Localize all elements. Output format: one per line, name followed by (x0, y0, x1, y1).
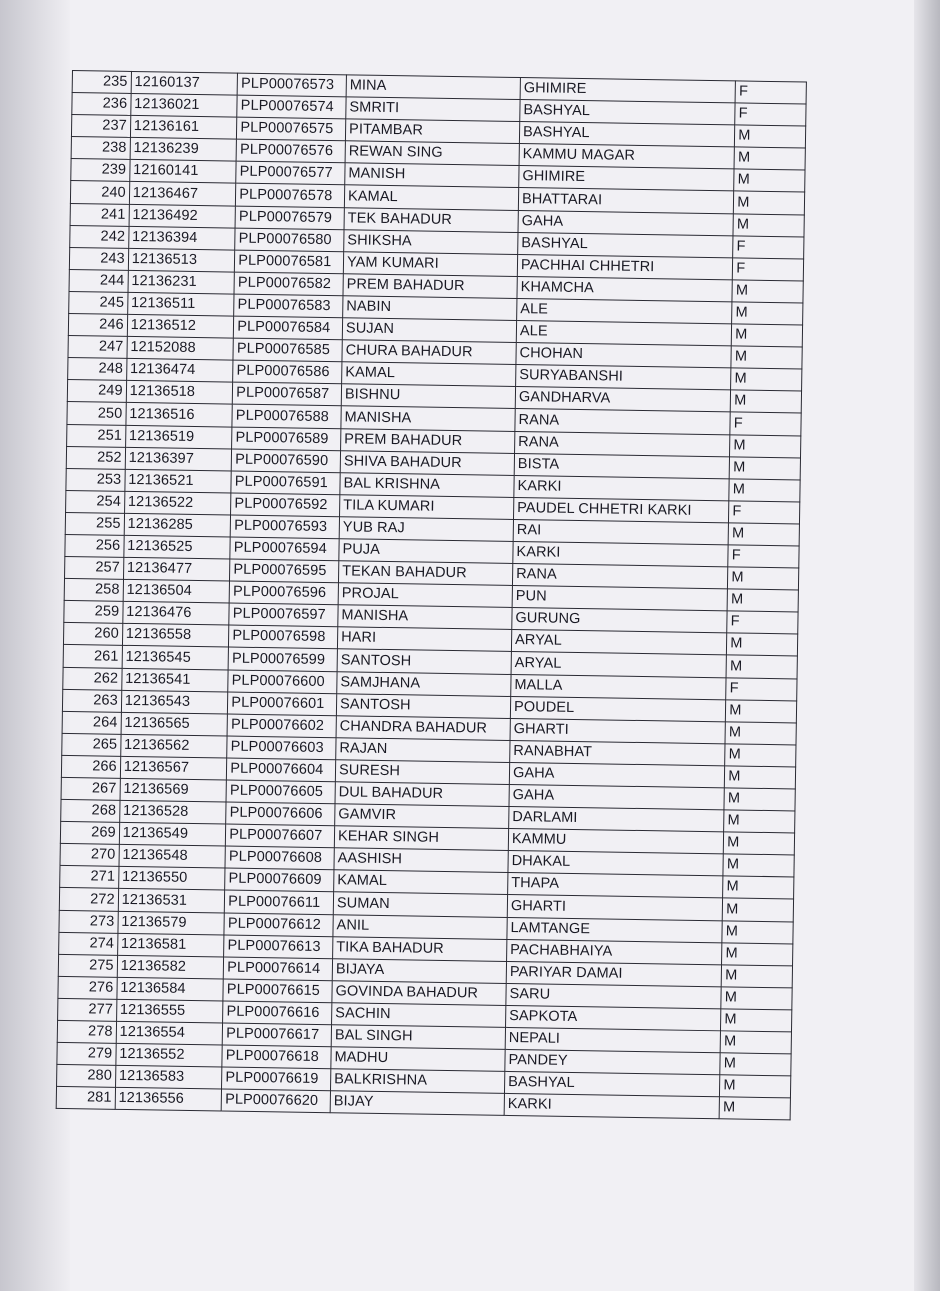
registration-number-cell: 12136555 (116, 999, 223, 1023)
last-name-cell: PACHHAI CHHETRI (517, 254, 733, 279)
serial-number-cell: 269 (60, 822, 119, 845)
serial-number-cell: 236 (72, 93, 131, 116)
first-name-cell: BIJAYA (332, 958, 506, 983)
serial-number-cell: 280 (57, 1065, 116, 1088)
serial-number-cell: 244 (69, 269, 128, 292)
serial-number-cell: 240 (70, 181, 129, 204)
gender-cell: F (726, 677, 797, 700)
first-name-cell: BIJAY (330, 1091, 504, 1116)
last-name-cell: MALLA (511, 674, 727, 699)
code-cell: PLP00076598 (229, 625, 338, 649)
registration-number-cell: 12136518 (126, 381, 233, 405)
serial-number-cell: 268 (61, 800, 120, 823)
registration-number-cell: 12136554 (116, 1021, 223, 1045)
gender-cell: M (725, 766, 796, 789)
code-cell: PLP00076578 (236, 184, 345, 208)
registration-number-cell: 12136492 (129, 204, 236, 228)
gender-cell: M (732, 280, 803, 303)
first-name-cell: SMRITI (346, 97, 520, 122)
registration-number-cell: 12136581 (117, 933, 224, 957)
first-name-cell: AASHISH (334, 848, 508, 873)
gender-cell: M (721, 965, 792, 988)
gender-cell: M (719, 1097, 790, 1120)
registration-number-cell: 12136161 (130, 116, 237, 140)
code-cell: PLP00076612 (224, 913, 333, 937)
serial-number-cell: 266 (61, 755, 120, 778)
registration-number-cell: 12136521 (125, 469, 232, 493)
code-cell: PLP00076594 (230, 537, 339, 561)
code-cell: PLP00076601 (228, 692, 337, 716)
serial-number-cell: 278 (57, 1020, 116, 1043)
registration-number-cell: 12136552 (116, 1043, 223, 1067)
serial-number-cell: 243 (69, 247, 128, 270)
last-name-cell: BASHYAL (519, 122, 735, 147)
gender-cell: M (727, 589, 798, 612)
first-name-cell: KAMAL (334, 870, 508, 895)
first-name-cell: MANISHA (338, 605, 512, 630)
gender-cell: M (724, 788, 795, 811)
code-cell: PLP00076617 (222, 1023, 331, 1047)
last-name-cell: RAI (513, 519, 729, 544)
last-name-cell: PUN (512, 586, 728, 611)
first-name-cell: GAMVIR (335, 804, 509, 829)
serial-number-cell: 245 (69, 291, 128, 314)
gender-cell: F (727, 611, 798, 634)
gender-cell: M (721, 987, 792, 1010)
code-cell: PLP00076592 (231, 493, 340, 517)
last-name-cell: BASHYAL (504, 1072, 720, 1097)
gender-cell: M (722, 942, 793, 965)
table-body (56, 71, 806, 1121)
registration-number-cell: 12136512 (127, 314, 234, 338)
serial-number-cell: 250 (67, 402, 126, 425)
serial-number-cell: 253 (66, 468, 125, 491)
last-name-cell: KHAMCHA (517, 276, 733, 301)
document-sheet (72, 70, 807, 1116)
serial-number-cell: 255 (65, 512, 124, 535)
registration-number-cell: 12136021 (131, 94, 238, 118)
last-name-cell: GHIMIRE (519, 166, 735, 191)
first-name-cell: MANISH (345, 163, 519, 188)
first-name-cell: SURESH (335, 760, 509, 785)
first-name-cell: SAMJHANA (337, 671, 511, 696)
gender-cell: F (728, 545, 799, 568)
first-name-cell: SACHIN (332, 1003, 506, 1028)
registration-number-cell: 12160137 (131, 71, 238, 95)
first-name-cell: CHANDRA BAHADUR (336, 715, 510, 740)
first-name-cell: HARI (337, 627, 511, 652)
registration-number-cell: 12152088 (127, 337, 234, 361)
first-name-cell: RAJAN (336, 738, 510, 763)
gender-cell: M (720, 1031, 791, 1054)
last-name-cell: PARIYAR DAMAI (506, 961, 722, 986)
registration-number-cell: 12136556 (115, 1088, 222, 1112)
registration-number-cell: 12136579 (118, 911, 225, 935)
last-name-cell: GURUNG (512, 608, 728, 633)
last-name-cell: SARU (506, 983, 722, 1008)
last-name-cell: PACHABHAIYA (507, 939, 723, 964)
code-cell: PLP00076609 (225, 868, 334, 892)
first-name-cell: TILA KUMARI (340, 495, 514, 520)
code-cell: PLP00076597 (229, 603, 338, 627)
registration-number-cell: 12160141 (129, 160, 236, 184)
last-name-cell: ARYAL (511, 630, 727, 655)
code-cell: PLP00076580 (235, 228, 344, 252)
registration-number-cell: 12136565 (121, 712, 228, 736)
first-name-cell: YUB RAJ (339, 517, 513, 542)
code-cell: PLP00076575 (237, 117, 346, 141)
registration-number-cell: 12136548 (119, 845, 226, 869)
gender-cell: M (734, 191, 805, 214)
code-cell: PLP00076614 (224, 957, 333, 981)
first-name-cell: TIKA BAHADUR (333, 936, 507, 961)
first-name-cell: SUMAN (333, 892, 507, 917)
first-name-cell: BAL KRISHNA (340, 472, 514, 497)
code-cell: PLP00076595 (230, 559, 339, 583)
gender-cell: M (724, 810, 795, 833)
gender-cell: M (726, 655, 797, 678)
gender-cell: M (720, 1075, 791, 1098)
first-name-cell: DUL BAHADUR (335, 782, 509, 807)
last-name-cell: THAPA (508, 873, 724, 898)
serial-number-cell: 252 (66, 446, 125, 469)
first-name-cell: BALKRISHNA (331, 1069, 505, 1094)
registration-number-cell: 12136474 (126, 359, 233, 383)
serial-number-cell: 267 (61, 777, 120, 800)
serial-number-cell: 238 (71, 137, 130, 160)
last-name-cell: PAUDEL CHHETRI KARKI (513, 497, 729, 522)
gender-cell: F (735, 81, 806, 104)
code-cell: PLP00076593 (230, 515, 339, 539)
gender-cell: M (734, 169, 805, 192)
serial-number-cell: 248 (68, 358, 127, 381)
last-name-cell: GAHA (509, 784, 725, 809)
gender-cell: M (733, 213, 804, 236)
registration-number-cell: 12136584 (117, 977, 224, 1001)
serial-number-cell: 270 (60, 844, 119, 867)
code-cell: PLP00076603 (227, 736, 336, 760)
serial-number-cell: 265 (62, 733, 121, 756)
gender-cell: F (733, 258, 804, 281)
first-name-cell: SUJAN (342, 318, 516, 343)
serial-number-cell: 259 (64, 601, 123, 624)
code-cell: PLP00076604 (227, 758, 336, 782)
code-cell: PLP00076591 (231, 471, 340, 495)
registration-number-cell: 12136394 (128, 226, 235, 250)
code-cell: PLP00076605 (226, 780, 335, 804)
gender-cell: M (730, 434, 801, 457)
registration-number-cell: 12136569 (120, 778, 227, 802)
code-cell: PLP00076613 (224, 935, 333, 959)
first-name-cell: MINA (346, 75, 520, 100)
last-name-cell: RANABHAT (510, 740, 726, 765)
last-name-cell: ALE (516, 321, 732, 346)
last-name-cell: BASHYAL (520, 100, 736, 125)
first-name-cell: PROJAL (338, 583, 512, 608)
first-name-cell: MADHU (331, 1047, 505, 1072)
gender-cell: M (721, 1009, 792, 1032)
code-cell: PLP00076581 (235, 250, 344, 274)
code-cell: PLP00076583 (234, 294, 343, 318)
serial-number-cell: 281 (56, 1087, 115, 1110)
serial-number-cell: 262 (63, 667, 122, 690)
first-name-cell: TEK BAHADUR (344, 207, 518, 232)
last-name-cell: SAPKOTA (506, 1005, 722, 1030)
last-name-cell: SURYABANSHI (516, 365, 732, 390)
code-cell: PLP00076618 (222, 1045, 331, 1069)
registration-number-cell: 12136567 (120, 756, 227, 780)
last-name-cell: PANDEY (505, 1050, 721, 1075)
gender-cell: M (725, 744, 796, 767)
first-name-cell: REWAN SING (345, 141, 519, 166)
last-name-cell: DHAKAL (508, 851, 724, 876)
registration-number-cell: 12136583 (115, 1066, 222, 1090)
first-name-cell: KEHAR SINGH (334, 826, 508, 851)
registration-number-cell: 12136562 (120, 734, 227, 758)
first-name-cell: SHIKSHA (344, 229, 518, 254)
code-cell: PLP00076608 (225, 846, 334, 870)
gender-cell: M (728, 523, 799, 546)
last-name-cell: GHIMIRE (520, 78, 736, 103)
last-name-cell: GHARTI (510, 718, 726, 743)
registration-number-cell: 12136516 (126, 403, 233, 427)
code-cell: PLP00076584 (234, 316, 343, 340)
first-name-cell: SHIVA BAHADUR (340, 450, 514, 475)
gender-cell: M (726, 699, 797, 722)
code-cell: PLP00076600 (228, 670, 337, 694)
registration-number-cell: 12136239 (130, 138, 237, 162)
first-name-cell: CHURA BAHADUR (342, 340, 516, 365)
gender-cell: F (735, 103, 806, 126)
registration-number-cell: 12136476 (123, 602, 230, 626)
serial-number-cell: 258 (64, 579, 123, 602)
gender-cell: M (723, 898, 794, 921)
gender-cell: M (731, 346, 802, 369)
code-cell: PLP00076620 (221, 1089, 330, 1113)
code-cell: PLP00076615 (223, 979, 332, 1003)
gender-cell: M (729, 479, 800, 502)
serial-number-cell: 256 (65, 534, 124, 557)
last-name-cell: KAMMU MAGAR (519, 144, 735, 169)
first-name-cell: GOVINDA BAHADUR (332, 981, 506, 1006)
registration-number-cell: 12136477 (123, 557, 230, 581)
gender-cell: M (723, 854, 794, 877)
code-cell: PLP00076589 (232, 427, 341, 451)
last-name-cell: GANDHARVA (515, 387, 731, 412)
gender-cell: M (720, 1053, 791, 1076)
registration-number-cell: 12136467 (129, 182, 236, 206)
last-name-cell: NEPALI (505, 1027, 721, 1052)
registration-number-cell: 12136504 (123, 580, 230, 604)
serial-number-cell: 237 (71, 115, 130, 138)
gender-cell: M (735, 125, 806, 148)
first-name-cell: MANISHA (341, 406, 515, 431)
gender-cell: M (723, 876, 794, 899)
first-name-cell: PUJA (339, 539, 513, 564)
gender-cell: M (727, 633, 798, 656)
first-name-cell: PITAMBAR (345, 119, 519, 144)
last-name-cell: DARLAMI (509, 807, 725, 832)
registration-number-cell: 12136531 (118, 889, 225, 913)
registration-number-cell: 12136285 (124, 513, 231, 537)
last-name-cell: BISTA (514, 453, 730, 478)
last-name-cell: ALE (517, 298, 733, 323)
registration-number-cell: 12136511 (127, 292, 234, 316)
code-cell: PLP00076602 (227, 714, 336, 738)
code-cell: PLP00076619 (222, 1067, 331, 1091)
code-cell: PLP00076588 (232, 404, 341, 428)
gender-cell: M (731, 390, 802, 413)
registration-number-cell: 12136549 (119, 823, 226, 847)
serial-number-cell: 249 (67, 380, 126, 403)
first-name-cell: BISHNU (341, 384, 515, 409)
first-name-cell: YAM KUMARI (343, 252, 517, 277)
gender-cell: M (731, 368, 802, 391)
last-name-cell: KAMMU (508, 829, 724, 854)
student-list-table (56, 70, 807, 1121)
last-name-cell: GAHA (518, 210, 734, 235)
first-name-cell: KAMAL (342, 362, 516, 387)
registration-number-cell: 12136231 (128, 270, 235, 294)
gender-cell: M (734, 147, 805, 170)
registration-number-cell: 12136543 (121, 690, 228, 714)
code-cell: PLP00076587 (233, 382, 342, 406)
code-cell: PLP00076599 (228, 647, 337, 671)
registration-number-cell: 12136519 (125, 425, 232, 449)
serial-number-cell: 246 (68, 314, 127, 337)
code-cell: PLP00076606 (226, 802, 335, 826)
last-name-cell: RANA (515, 409, 731, 434)
serial-number-cell: 260 (63, 623, 122, 646)
code-cell: PLP00076596 (229, 581, 338, 605)
code-cell: PLP00076582 (234, 272, 343, 296)
serial-number-cell: 242 (70, 225, 129, 248)
registration-number-cell: 12136525 (124, 535, 231, 559)
last-name-cell: ARYAL (511, 652, 727, 677)
gender-cell: M (722, 920, 793, 943)
serial-number-cell: 251 (67, 424, 126, 447)
first-name-cell: TEKAN BAHADUR (338, 561, 512, 586)
serial-number-cell: 239 (71, 159, 130, 182)
serial-number-cell: 254 (66, 490, 125, 513)
first-name-cell: PREM BAHADUR (341, 428, 515, 453)
first-name-cell: SANTOSH (336, 693, 510, 718)
registration-number-cell: 12136545 (122, 646, 229, 670)
last-name-cell: KARKI (504, 1094, 720, 1119)
last-name-cell: GAHA (509, 762, 725, 787)
registration-number-cell: 12136582 (117, 955, 224, 979)
last-name-cell: RANA (515, 431, 731, 456)
first-name-cell: ANIL (333, 914, 507, 939)
gender-cell: F (730, 412, 801, 435)
code-cell: PLP00076576 (236, 139, 345, 163)
gender-cell: M (729, 456, 800, 479)
gender-cell: M (724, 832, 795, 855)
code-cell: PLP00076579 (235, 206, 344, 230)
registration-number-cell: 12136550 (118, 867, 225, 891)
gender-cell: M (732, 324, 803, 347)
first-name-cell: PREM BAHADUR (343, 274, 517, 299)
serial-number-cell: 257 (65, 557, 124, 580)
registration-number-cell: 12136397 (125, 447, 232, 471)
serial-number-cell: 276 (58, 976, 117, 999)
serial-number-cell: 235 (72, 71, 131, 94)
last-name-cell: KARKI (514, 475, 730, 500)
code-cell: PLP00076590 (232, 449, 341, 473)
last-name-cell: BASHYAL (518, 232, 734, 257)
first-name-cell: NABIN (343, 296, 517, 321)
last-name-cell: LAMTANGE (507, 917, 723, 942)
code-cell: PLP00076577 (236, 161, 345, 185)
code-cell: PLP00076616 (223, 1001, 332, 1025)
serial-number-cell: 273 (59, 910, 118, 933)
code-cell: PLP00076586 (233, 360, 342, 384)
last-name-cell: POUDEL (510, 696, 726, 721)
gender-cell: F (733, 236, 804, 259)
registration-number-cell: 12136558 (122, 624, 229, 648)
serial-number-cell: 279 (57, 1043, 116, 1066)
last-name-cell: BHATTARAI (518, 188, 734, 213)
scan-page-edge-right (914, 0, 940, 1291)
registration-number-cell: 12136513 (128, 248, 235, 272)
code-cell: PLP00076585 (233, 338, 342, 362)
code-cell: PLP00076611 (225, 890, 334, 914)
serial-number-cell: 272 (59, 888, 118, 911)
serial-number-cell: 263 (62, 689, 121, 712)
gender-cell: M (732, 302, 803, 325)
registration-number-cell: 12136528 (119, 800, 226, 824)
serial-number-cell: 277 (58, 998, 117, 1021)
code-cell: PLP00076607 (226, 824, 335, 848)
code-cell: PLP00076573 (237, 73, 346, 97)
gender-cell: F (729, 501, 800, 524)
serial-number-cell: 241 (70, 203, 129, 226)
last-name-cell: GHARTI (507, 895, 723, 920)
registration-number-cell: 12136522 (124, 491, 231, 515)
gender-cell: M (728, 567, 799, 590)
serial-number-cell: 261 (63, 645, 122, 668)
last-name-cell: RANA (512, 564, 728, 589)
serial-number-cell: 274 (59, 932, 118, 955)
first-name-cell: BAL SINGH (331, 1025, 505, 1050)
serial-number-cell: 275 (58, 954, 117, 977)
registration-number-cell: 12136541 (121, 668, 228, 692)
last-name-cell: CHOHAN (516, 343, 732, 368)
serial-number-cell: 271 (60, 866, 119, 889)
last-name-cell: KARKI (513, 541, 729, 566)
serial-number-cell: 264 (62, 711, 121, 734)
serial-number-cell: 247 (68, 336, 127, 359)
first-name-cell: SANTOSH (337, 649, 511, 674)
first-name-cell: KAMAL (344, 185, 518, 210)
gender-cell: M (725, 722, 796, 745)
code-cell: PLP00076574 (237, 95, 346, 119)
